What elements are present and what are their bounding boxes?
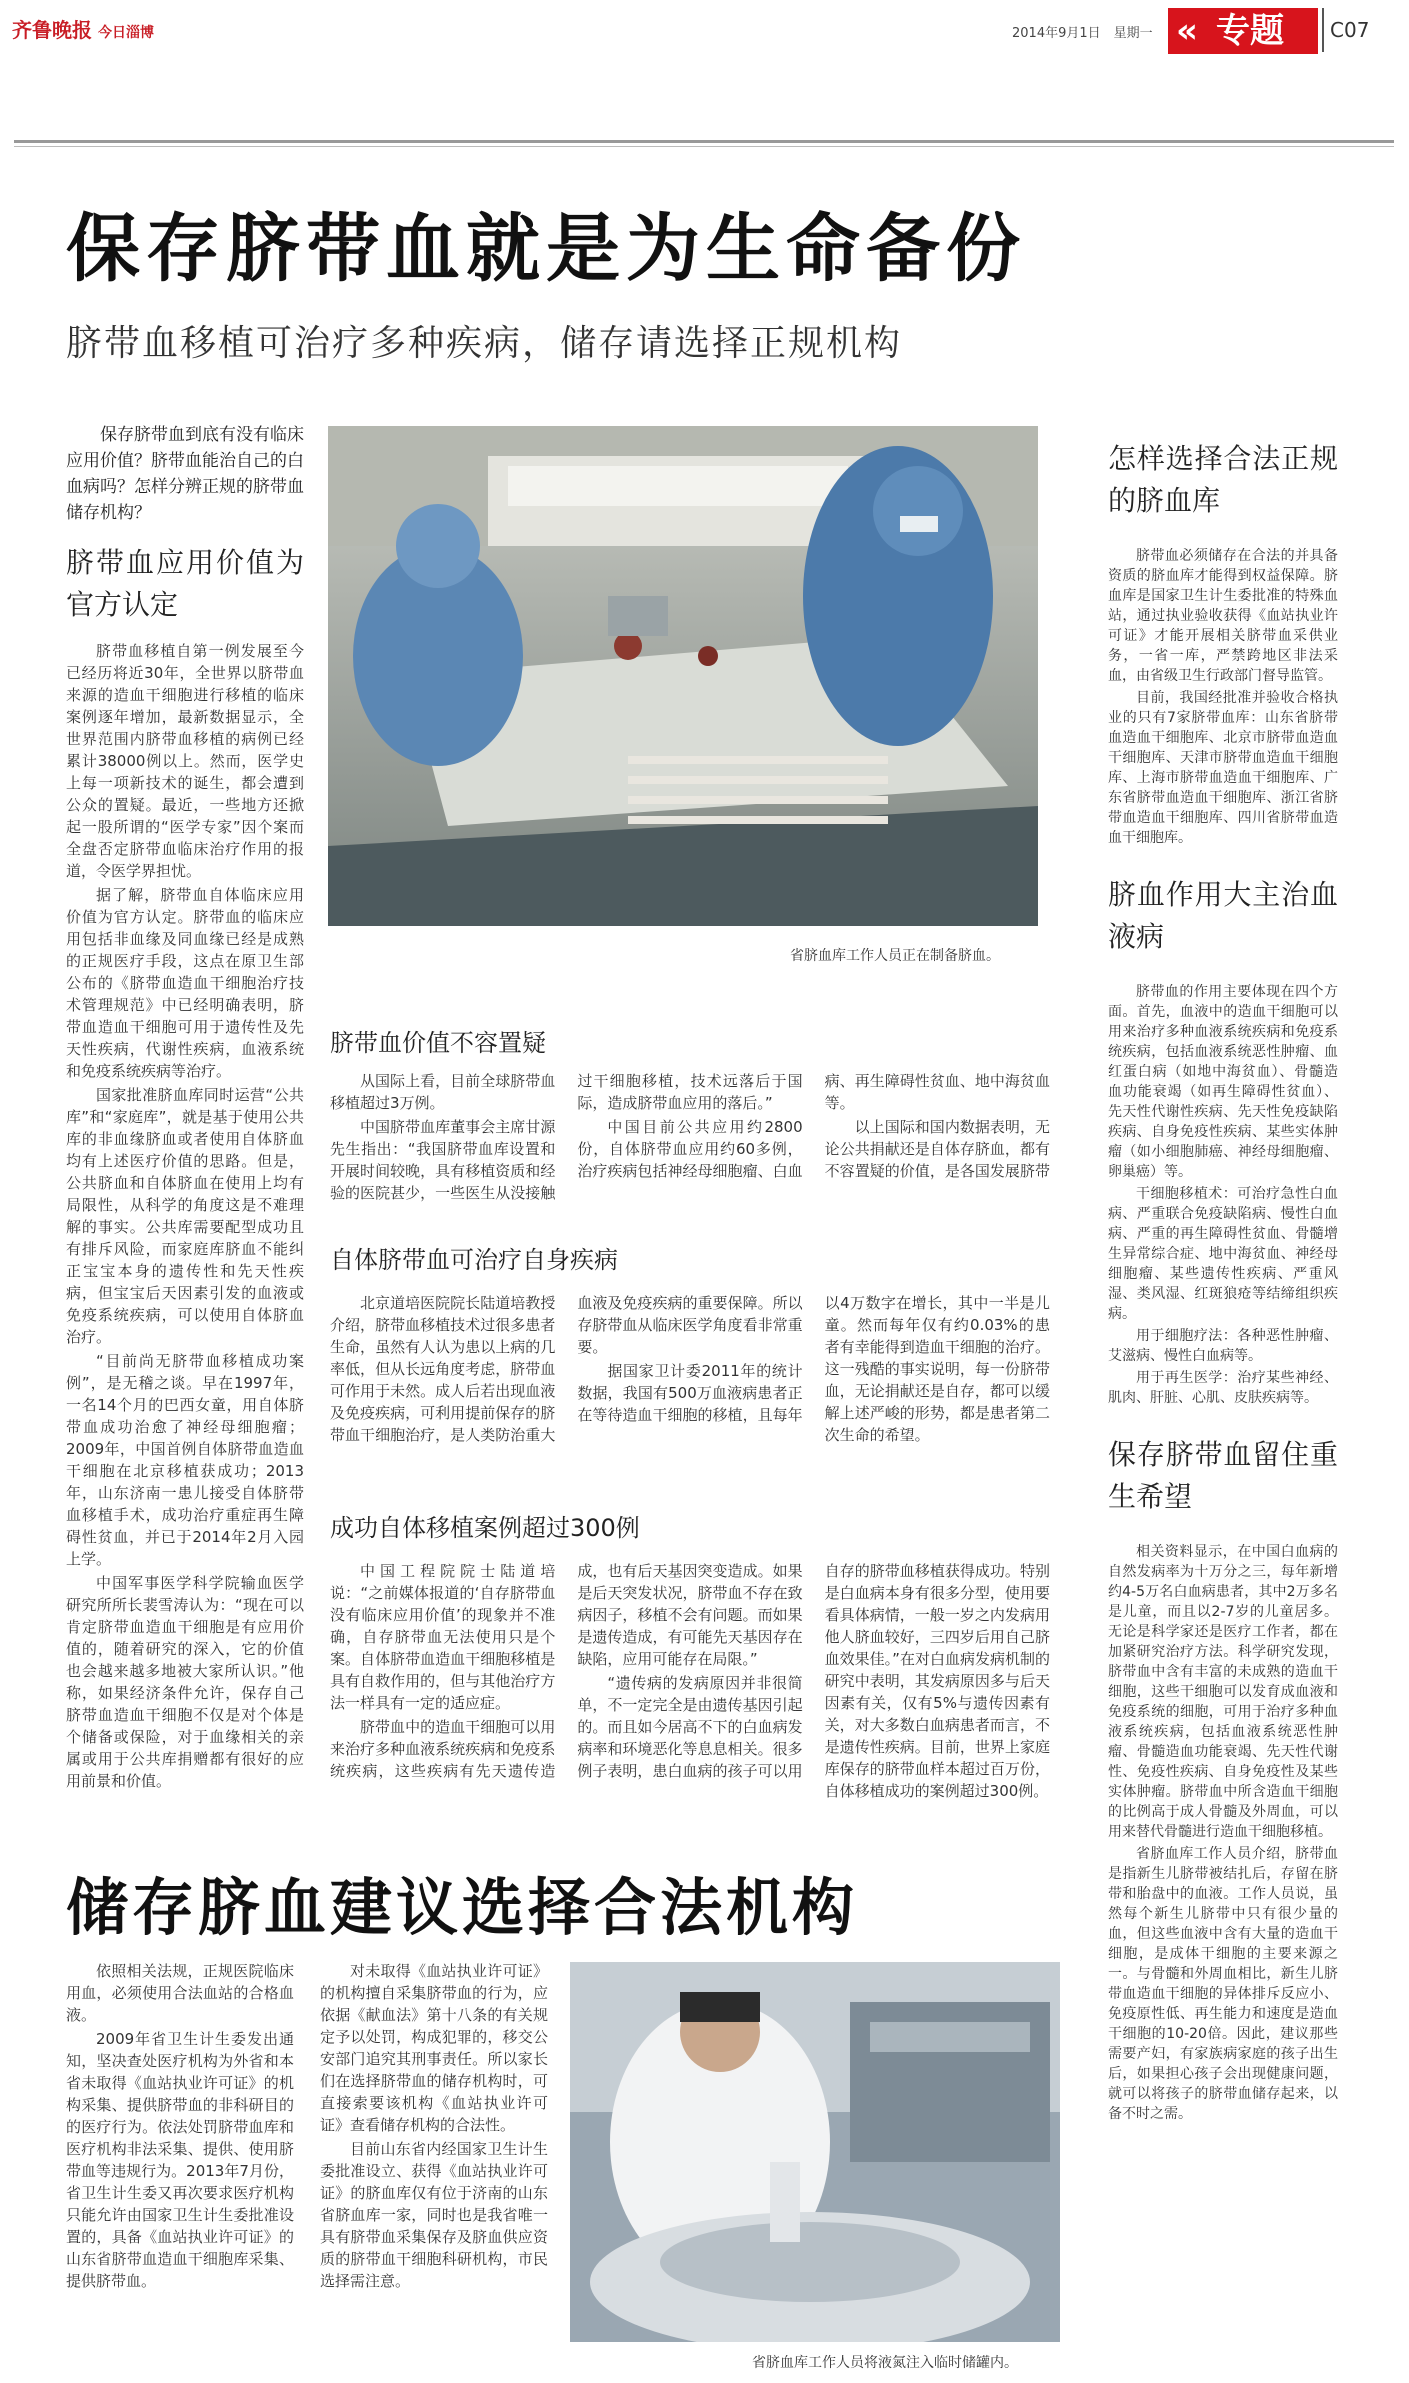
badge-label: 专题 [1216, 11, 1284, 51]
section-paragraph: 据国家卫计委2011年的统计数据，我国有500万血液病患者正在等待造血干细胞的移植，且每年以4万数字在增长，其中一半是儿童。然而每年仅有约0.03%的患者有幸能得到造血干细胞的治疗。这一残酷的事实说明，每一份脐带血，无论捐献还是自存，都可以缓解上述严峻的形势，都是患者第二次生命的希望。 [577, 1294, 1050, 1444]
right-paragraph: 用于再生医学：治疗某些神经、肌肉、肝脏、心肌、皮肤疾病等。 [1108, 1370, 1338, 1406]
bottom-column-1 [66, 1960, 294, 2370]
lead-paragraph: 保存脐带血到底有没有临床应用价值？脐带血能治自己的白血病吗？怎样分辨正规的脐带血储存机构？ [66, 425, 304, 523]
paper-name: 齐鲁晚报 [12, 18, 92, 42]
bottom-column-2 [320, 1960, 548, 2370]
bottom-paragraph: 2009年省卫生计生委发出通知，坚决查处医疗机构为外省和本省未取得《血站执业许可证》的机构采集、提供脐带血的非科研目的的医疗行为。依法处罚脐带血库和医疗机构非法采集、提供、使用脐带血等违规行为。2013年7月份，省卫生计生委又再次要求医疗机构只能允许由国家卫生计生委批准设置的，具备《血站执业许可证》的山东省脐带血造血干细胞库采集、提供脐带血。 [66, 2030, 294, 2290]
bottom-title: 储存脐血建议选择合法机构 [66, 1871, 859, 1944]
left-column [66, 422, 304, 1794]
top-rule [14, 140, 1394, 143]
right-paragraph: 相关资料显示，在中国白血病的自然发病率为十万分之三，每年新增约4-5万名白血病患者，其中2万多名是儿童，而且以2-7岁的儿童居多。无论是科学家还是医疗工作者，都在加紧研究治疗方法。科学研究发现，脐带血中含有丰富的未成熟的造血干细胞，这些干细胞可以发育成血液和免疫系统的细胞，可用于治疗多种血液系统疾病，包括血液系统恶性肿瘤、骨髓造血功能衰竭、先天性代谢性、免疫性疾病、自身免疫性及某些实体肿瘤。脐带血中所含造血干细胞的比例高于成人骨髓及外周血，可以用来替代骨髓进行造血干细胞移植。 [1108, 1544, 1338, 1840]
liquid-nitrogen-photo-image [570, 1962, 1060, 2342]
bottom-paragraph: 对未取得《血站执业许可证》的机构擅自采集脐带血的行为，应依据《献血法》第十八条的有关规定予以处罚，构成犯罪的，移交公安部门追究其刑事责任。所以家长们在选择脐带血的储存机构时，可直接索要该机构《血站执业许可证》查看储存机构的合法性。 [320, 1962, 548, 2134]
right-column [1108, 438, 1338, 2368]
liquid-nitrogen-photo [570, 1962, 1060, 2342]
right-heading-2: 脐血作用大主治血液病 [1108, 878, 1338, 953]
page-title: 保存脐带血就是为生命备份 [66, 206, 1026, 292]
left-paragraph: 据了解，脐带血自体临床应用价值为官方认定。脐带血的临床应用包括非血缘及同血缘已经是成熟的正规医疗手段，这点在原卫生部公布的《脐带血造血干细胞治疗技术管理规范》中已经明确表明，脐带血造血干细胞可用于遗传性及先天性疾病，代谢性疾病，血液系统和免疫系统疾病等治疗。 [66, 886, 304, 1080]
section-heading-self: 自体脐带血可治疗自身疾病 [330, 1246, 618, 1274]
right-paragraph: 目前，我国经批准并验收合格执业的只有7家脐带血库：山东省脐带血造血干细胞库、北京市脐带血造血干细胞库、天津市脐带血造血干细胞库、上海市脐带血造血干细胞库、广东省脐带血造血干细胞库、浙江省脐带血造血干细胞库、四川省脐带血造血干细胞库。 [1108, 690, 1338, 846]
page-number: C07 [1330, 18, 1370, 42]
section-paragraph: 中国脐带血库董事会主席甘源先生指出：“我国脐带血库设置和开展时间较晚，具有移植资质和经验的医院甚少，一些医生从没接触过干细胞移植，技术远落后于国际，造成脐带血应用的落后。” [330, 1072, 803, 1202]
paper-logo [12, 14, 154, 43]
section-paragraph: 脐带血中的造血干细胞可以用来治疗多种血液系统疾病和免疫系统疾病，这些疾病有先天遗传造成，也有后天基因突变造成。如果是后天突发状况，脐带血不存在致病因子，移植不会有问题。而如果是遗传造成，有可能先天基因存在缺陷，应用可能存在局限。” [330, 1562, 803, 1780]
photo-caption: 省脐血库工作人员正在制备脐血。 [790, 948, 1000, 964]
left-paragraph: 中国军事医学科学院输血医学研究所所长裴雪涛认为：“现在可以肯定脐带血造血干细胞是有应用价值的，随着研究的深入，它的价值也会越来越多地被大家所认识。”他称，如果经济条件允许，保存自己脐带血造血干细胞不仅是对个体是个储备或保险，对于血缘相关的亲属或用于公共库捐赠都有很好的应用前景和价值。 [66, 1574, 304, 1790]
right-paragraph: 脐带血的作用主要体现在四个方面。首先，血液中的造血干细胞可以用来治疗多种血液系统疾病和免疫系统疾病，包括血液系统恶性肿瘤、血红蛋白病（如地中海贫血）、骨髓造血功能衰竭（如再生障碍性贫血）、先天性代谢性疾病、先天性免疫缺陷疾病、自身免疫性疾病、某些实体肿瘤（如小细胞肺癌、神经母细胞瘤、卵巢癌）等。 [1108, 984, 1338, 1180]
section-paragraph: 北京道培医院院长陆道培教授介绍，脐带血移植技术过很多患者生命，虽然有人认为患以上病的几率低，但从长远角度考虑，脐带血可作用于未然。成人后若出现血液及免疫疾病，可利用提前保存的脐带血干细胞治疗，是人类防治重大血液及免疫疾病的重要保障。所以存脐带血从临床医学角度看非常重要。 [330, 1294, 803, 1444]
top-rule-thin [14, 146, 1394, 147]
left-paragraph: “目前尚无脐带血移植成功案例”，是无稽之谈。早在1997年，一名14个月的巴西女童，用自体脐带血成功治愈了神经母细胞瘤；2009年，中国首例自体脐带血造血干细胞在北京移植获成功；2013年，山东济南一患儿接受自体脐带血移植手术，成功治疗重症再生障碍性贫血，并已于2014年2月入园上学。 [66, 1352, 304, 1568]
masthead [0, 0, 1409, 72]
section-self-body [330, 1292, 1050, 1488]
section-paragraph: 从国际上看，目前全球脐带血移植超过3万例。 [330, 1072, 556, 1112]
section-case-body [330, 1560, 1050, 1850]
section-paragraph: “遗传病的发病原因并非很简单，不一定完全是由遗传基因引起的。而且如今居高不下的白血病发病率和环境恶化等息息相关。很多例子表明，患白血病的孩子可以用自存的脐带血移植获得成功。特别是白血病本身有很多分型，使用要看具体病情，一般一岁之内发病用他人脐血较好，三四岁后用自己脐血效果佳。”在对白血病发病机制的研究中表明，其发病原因多与后天因素有关，仅有5%与遗传因素有关，对大多数白血病患者而言，不是遗传性疾病。目前，世界上家庭库保存的脐带血样本超过百万份，自体移植成功的案例超过300例。 [577, 1562, 1050, 1800]
bottom-paragraph: 目前山东省内经国家卫生计生委批准设立、获得《血站执业许可证》的脐血库仅有位于济南的山东省脐血库一家，同时也是我省唯一具有脐带血采集保存及脐血供应资质的脐带血干细胞科研机构，市民选择需注意。 [320, 2140, 548, 2290]
lab-photo [328, 426, 1038, 926]
section-paragraph: 中国工程院院士陆道培说：“之前媒体报道的‘自存脐带血没有临床应用价值’的现象并不准确，自存脐带血无法使用只是个案。自体脐带血造血干细胞移植是具有自救作用的，但与其他治疗方法一样具有一定的适应症。 [330, 1562, 556, 1712]
right-heading-3: 保存脐带血留住重生希望 [1108, 1438, 1338, 1513]
right-paragraph: 省脐血库工作人员介绍，脐带血是指新生儿脐带被结扎后，存留在脐带和胎盘中的血液。工作人员说，虽然每个新生儿脐带中只有很少量的血，但这些血液中含有大量的造血干细胞，是成体干细胞的主要来源之一。与骨髓和外周血相比，新生儿脐带血造血干细胞的异体排斥反应小、免疫原性低、再生能力和速度是造血干细胞的10-20倍。因此，建议那些需要产妇，有家族病家庭的孩子出生后，如果担心孩子会出现健康问题，就可以将孩子的脐带血储存起来，以备不时之需。 [1108, 1846, 1338, 2122]
lab-photo-image [328, 426, 1038, 926]
section-paragraph: 以上国际和国内数据表明，无论公共捐献还是自体存脐血，都有不容置疑的价值，是各国发展脐带 [824, 1118, 1050, 1180]
right-paragraph: 干细胞移植术：可治疗急性白血病、严重联合免疫缺陷病、慢性白血病、严重的再生障碍性贫血、骨髓增生异常综合症、地中海贫血、神经母细胞瘤、某些遗传性疾病、严重风湿、类风湿、红斑狼疮等结缔组织疾病。 [1108, 1186, 1338, 1322]
page-subtitle: 脐带血移植可治疗多种疾病，储存请选择正规机构 [66, 323, 903, 364]
section-name: 今日淄博 [98, 25, 154, 41]
section-paragraph: 中国目前公共应用约2800份，自体脐带血应用约60多例，治疗疾病包括神经母细胞瘤、白血病、再生障碍性贫血、地中海贫血等。 [577, 1072, 1050, 1180]
right-paragraph: 用于细胞疗法：各种恶性肿瘤、艾滋病、慢性白血病等。 [1108, 1328, 1338, 1364]
right-heading-1: 怎样选择合法正规的脐血库 [1108, 442, 1338, 517]
issue-date: 2014年9月1日 星期一 [1012, 26, 1153, 41]
right-paragraph: 脐带血必须储存在合法的并具备资质的脐血库才能得到权益保障。脐血库是国家卫生计生委批准的特殊血站，通过执业验收获得《血站执业许可证》才能开展相关脐带血采供业务，一省一库，严禁跨地区非法采血，由省级卫生行政部门督导监管。 [1108, 548, 1338, 684]
left-paragraph: 国家批准脐血库同时运营“公共库”和“家庭库”，就是基于使用公共库的非血缘脐血或者使用自体脐血均有上述医疗价值的思路。但是，公共脐血和自体脐血在使用上均有局限性，从科学的角度这是不难理解的事实。公共库需要配型成功且有排斥风险，而家庭库脐血不能纠正宝宝本身的遗传性和先天性疾病，但宝宝后天因素引发的血液或免疫系统疾病，可以使用自体脐血治疗。 [66, 1086, 304, 1346]
section-heading-case: 成功自体移植案例超过300例 [330, 1514, 640, 1542]
section-value-body [330, 1070, 1050, 1222]
chevron-left-icon: « [1176, 11, 1198, 51]
bottom-paragraph: 依照相关法规，正规医院临床用血，必须使用合法血站的合格血液。 [66, 1962, 294, 2024]
header-divider [1322, 8, 1324, 52]
topic-badge [1168, 8, 1318, 54]
left-heading: 脐带血应用价值为官方认定 [66, 546, 304, 621]
left-paragraph: 脐带血移植自第一例发展至今已经历将近30年，全世界以脐带血来源的造血干细胞进行移植的临床案例逐年增加，最新数据显示，全世界范围内脐带血移植的病例已经累计38000例以上。然而，医学史上每一项新技术的诞生，都会遭到公众的置疑。最近，一些地方还掀起一股所谓的“医学专家”因个案而全盘否定脐带血临床治疗作用的报道，令医学界担忧。 [66, 642, 304, 880]
section-heading-value: 脐带血价值不容置疑 [330, 1029, 546, 1057]
bottom-photo-caption: 省脐血库工作人员将液氮注入临时储罐内。 [752, 2355, 1018, 2371]
